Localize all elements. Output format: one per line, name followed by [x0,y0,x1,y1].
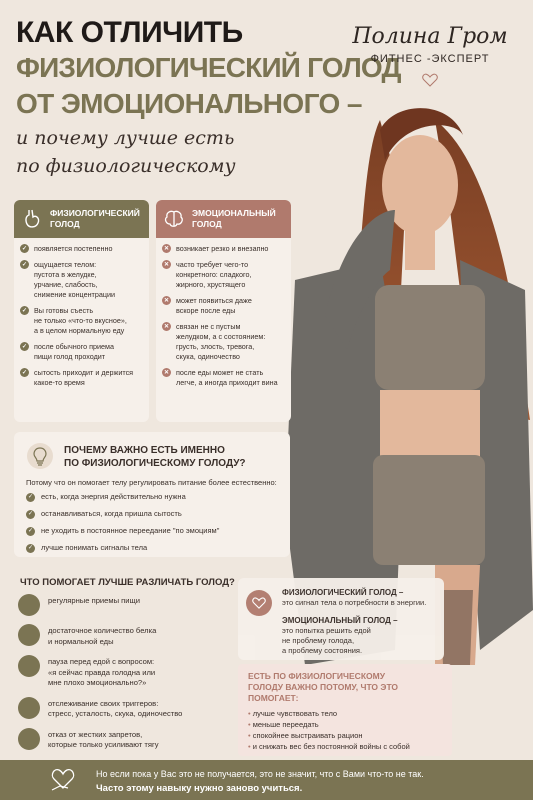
list-item: • меньше переедать [248,719,410,730]
headline-line-3: ОТ ЭМОЦИОНАЛЬНОГО – [16,88,362,119]
item-text: конкретного: сладкого, [176,270,252,279]
footer-line-2: Часто этому навыку нужно заново учиться. [96,783,303,794]
item-text: пищи голод проходит [34,352,106,361]
item-text: возникает резко и внезапно [176,244,269,253]
benefits-title-line-1: ЕСТЬ ПО ФИЗИОЛОГИЧЕСКОМУ [248,671,385,681]
item-text: не только «что-то вкусное», [34,316,127,325]
emotional-text: не проблему голода, [282,636,355,645]
physiological-title-1: ФИЗИОЛОГИЧЕСКИЙ [50,208,140,218]
list-item [20,244,144,254]
item-text: лучше понимать сигналы тела [41,543,148,552]
emotional-definition [282,616,398,656]
benefits-title-line-3: ПОМОГАЕТ: [248,693,299,703]
brand-role: ФИТНЕС -ЭКСПЕРТ [370,53,490,65]
food-icon [18,624,40,646]
item-text: достаточное количество белка [48,626,157,635]
emotional-hunger-card [156,200,291,422]
item-text: вскоре после еды [176,306,236,315]
footer-banner [0,760,533,800]
item-text: останавливаться, когда пришла сытость [41,509,182,518]
why-intro: Потому что он помогает телу регулировать питание более естественно: [26,478,277,487]
emotional-text: это попытка решить едой [282,626,371,635]
item-text: снижение концентрации [34,290,115,299]
list-item [18,594,182,616]
list-item [18,655,182,689]
item-text: отказ от жестких запретов, [48,729,143,739]
item-text: после обычного приема [34,342,114,351]
check-icon: ✓ [21,261,28,268]
item-text: регулярные приемы пищи [48,596,141,605]
item-text: легче, а иногда приходит вина [176,378,278,387]
brain-icon [162,207,186,231]
emotional-card-header [156,200,291,238]
physiological-card-title [50,208,140,230]
no-restriction-icon [18,728,40,750]
subtitle-line-2: по физиологическому [16,155,236,177]
physiological-card-header [14,200,149,238]
definitions-box [238,578,444,660]
eye-icon [18,697,40,719]
brand-name: Полина Гром [352,24,508,49]
check-icon: ✓ [27,494,34,500]
brand-block [350,24,510,92]
physiological-definition [282,588,426,608]
item-text: ощущается телом: [34,260,97,269]
physiological-text: это сигнал тела о потребности в энергии. [282,598,427,607]
list-item [26,543,219,553]
headline-line-2: ФИЗИОЛОГИЧЕСКИЙ ГОЛОД [16,52,401,83]
list-item [26,526,219,536]
item-text: какое-то время [34,378,85,387]
check-icon: ✓ [27,545,34,551]
check-icon: ✓ [27,528,34,534]
cross-icon: ✕ [163,261,170,268]
item-text: появляется постепенно [34,244,113,253]
physiological-term: ФИЗИОЛОГИЧЕСКИЙ ГОЛОД – [282,588,404,597]
why-important-title [64,444,246,470]
headline-line-1: КАК ОТЛИЧИТЬ [16,16,243,49]
benefits-box [238,664,452,756]
item-text: пауза перед едой с вопросом: [48,657,155,666]
heart-icon [246,590,272,616]
heart-icon [422,73,438,87]
cross-icon: ✕ [163,245,170,252]
list-item: • лучше чувствовать тело [248,708,410,719]
emotional-card-title [192,208,276,230]
check-icon: ✓ [21,245,28,252]
list-item [20,342,144,362]
item-text: и нормальной еды [48,636,114,646]
cross-icon: ✕ [163,297,170,304]
list-item: • и снижать вес без постоянной войны с собой [248,741,410,752]
list-item [162,244,286,254]
stomach-icon [20,207,44,231]
list-item [18,624,182,647]
benefits-title-line-2: ГОЛОДУ ВАЖНО ПОТОМУ, ЧТО ЭТО [248,682,399,692]
item-text: стресс, усталость, скука, одиночество [48,709,183,718]
check-icon: ✓ [21,307,28,314]
item-text: желудком, а с состоянием: [176,332,266,341]
item-text: а в целом нормальную еду [34,326,125,335]
emotional-title-2: ГОЛОД [192,219,222,229]
headline-subtitle [16,124,316,180]
check-icon: ✓ [27,511,34,517]
item-text: может появиться даже [176,296,252,305]
item-text: «я сейчас правда голодна или [48,667,156,677]
list-item [162,296,286,316]
list-item [20,260,144,300]
emotional-text: а проблему состояния. [282,646,363,655]
helps-list [18,594,182,759]
item-text: не уходить в постоянное переедание "по эмоциям" [41,526,220,535]
physiological-hunger-card [14,200,149,422]
item-text: жирного, хрустящего [176,280,246,289]
heart-hand-icon [48,764,78,794]
item-text: которые только усиливают тягу [48,740,159,749]
check-icon: ✓ [21,343,28,350]
lightbulb-icon [26,442,54,470]
item-text: есть, когда энергия действительно нужна [41,492,186,501]
subtitle-line-1: и почему лучше есть [16,127,235,149]
check-icon: ✓ [21,369,28,376]
cross-icon: ✕ [163,369,170,376]
list-item [162,260,286,290]
list-item [18,728,182,751]
benefits-list [248,708,410,752]
footer-line-1: Но если пока у Вас это не получается, это не значит, что с Вами что-то не так. [96,769,424,779]
cross-icon: ✕ [163,323,170,330]
item-text: урчание, слабость, [34,280,98,289]
list-item [20,368,144,388]
item-text: сытость приходит и держится [34,368,134,377]
why-title-line-2: ПО ФИЗИОЛОГИЧЕСКОМУ ГОЛОДУ? [64,458,246,469]
item-text: связан не с пустым [176,322,241,331]
item-text: отслеживание своих триггеров: [48,698,159,708]
list-item [26,509,219,519]
physiological-list [14,238,149,388]
why-title-line-1: ПОЧЕМУ ВАЖНО ЕСТЬ ИМЕННО [64,445,225,456]
item-text: мне плохо эмоционально?» [48,678,147,687]
list-item: • спокойнее выстраивать рацион [248,730,410,741]
list-item [162,322,286,362]
calendar-icon [18,594,40,616]
list-item [26,492,219,502]
pause-icon [18,655,40,677]
item-text: часто требует чего-то [176,260,249,269]
list-item [18,697,182,720]
item-text: после еды может не стать [176,368,264,377]
why-list [26,492,219,560]
emotional-title-1: ЭМОЦИОНАЛЬНЫЙ [192,208,276,218]
physiological-title-2: ГОЛОД [50,219,80,229]
emotional-term: ЭМОЦИОНАЛЬНЫЙ ГОЛОД – [282,616,398,625]
helps-title: ЧТО ПОМОГАЕТ ЛУЧШЕ РАЗЛИЧАТЬ ГОЛОД? [20,577,235,588]
benefits-title [248,671,398,704]
list-item [20,306,144,336]
list-item [162,368,286,388]
why-important-box [14,432,290,557]
emotional-list [156,238,291,388]
item-text: скука, одиночество [176,352,240,361]
item-text: пустота в желудке, [34,270,97,279]
item-text: Вы готовы съесть [34,306,94,315]
item-text: грусть, злость, тревога, [176,342,255,351]
